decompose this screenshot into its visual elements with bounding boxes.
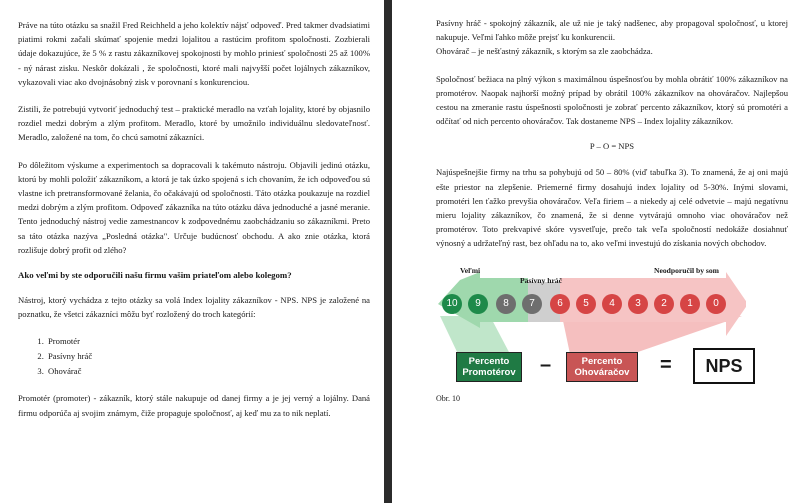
score-circle-9: 9 xyxy=(468,294,488,314)
page-divider xyxy=(384,0,392,503)
score-circle-7: 7 xyxy=(522,294,542,314)
left-page xyxy=(0,0,384,503)
figure-caption: Obr. 10 xyxy=(436,393,460,403)
detractors-percentage-box: Percento Ohováračov xyxy=(566,352,638,382)
left-paragraph-1: Práve na túto otázku sa snažil Fred Reichheld a jeho kolektív nájsť odpoveď. Pred takmer dvadsiatimi piatimi rokmi začali skúmať spojenie medzi lojalitou a rastúcim profitom spoločnosti. Zozbierali údaje dokazujúce, že 5 % z rastu zákazníkovej spokojnosti by mohlo priniesť spoločnosti 25 až 100% - ný nárast zisku. Neskôr dokázali , že spoločnosti, ktoré mali najvyšší počet lojálnych zákazníkov, vykazovali viac ako dvojnásobný zisk v porovnaní s konkurenciou. xyxy=(18,20,370,87)
right-page xyxy=(392,0,800,503)
equals-sign: = xyxy=(660,353,672,376)
label-passive: Pasívny hráč xyxy=(520,275,562,285)
right-paragraph-2: Spoločnosť bežiaca na plný výkon s maximálnou úspešnosťou by mohla obrátiť 100% zákazníkov na promotérov. Naopak najhorší možný prípad by obrátil 100% zákazníkov na ohováračov. Najlepšou cestou na zmeranie rastu úspešnosti spoločnosti je zobrať percento zákazníkov, ktorý sú promotéri a odčítať od nich percento ohováračov. Tak dostaneme NPS – Index lojality zákazníkov. xyxy=(436,73,788,127)
category-item-passive: 2. Pasívny hráč xyxy=(46,349,370,364)
right-paragraph-1: Pasívny hráč - spokojný zákazník, ale už nie je taký nadšenec, aby propagoval spoločnosť, u ktorej nakupuje. Veľmi ľahko môže prejsť ku konkurencii. Ohovárač – je nešťastný zákazník, s ktorým sa zle zaobchádza. xyxy=(436,18,788,57)
score-circle-1: 1 xyxy=(680,294,700,314)
right-paragraph-3: Najúspešnejšie firmy na trhu sa pohybujú od 50 – 80% (viď tabuľka 3). To znamená, že aj oni majú ešte priestor na zlepšenie. Priemerné firmy dosahujú index lojality od 5-30%. Inými slovami, promotéri len ťažko prevyšia ohováračov. Veľa firiem – a niekedy aj celé odvetvie – majú negatívnu mieru lojality zákazníkov, čo znamená, že si denne vytvárajú omnoho viac ohováračov než promotérov. Toto prekvapivé skóre vysvetľuje, prečo tak veľa spoločností nedokáže dosiahnuť výnosný a udržateľný rast, bez ohľadu na to, ako veľmi investujú do získania nových obchodov. xyxy=(436,167,788,249)
minus-sign: – xyxy=(540,353,552,376)
label-would-not-recommend: Neodporučil by som xyxy=(654,265,719,275)
score-circle-2: 2 xyxy=(654,294,674,314)
category-item-detractor: 3. Ohovárač xyxy=(46,364,370,379)
score-circle-10: 10 xyxy=(442,294,462,314)
score-circle-5: 5 xyxy=(576,294,596,314)
score-circle-3: 3 xyxy=(628,294,648,314)
score-circle-6: 6 xyxy=(550,294,570,314)
nps-figure xyxy=(436,264,746,396)
category-item-promoter: 1. Promotér xyxy=(46,334,370,349)
label-very-likely: Veľmi xyxy=(460,265,481,275)
nps-formula: P – O = NPS xyxy=(589,141,635,152)
left-paragraph-3: Po dôležitom výskume a experimentoch sa dopracovali k takémuto nástroju. Objavili jedinú otázku, ktorú by mohli položiť zákazníkom, a ktorá je tak úzko spojená s ich chovaním, že ich odpoveďou sú vlastne ich pretransformované želania, čo očakávajú od spoločnosti. Táto otázka poukazuje na rozdiel medzi dobrým a zlým profitom. Odpoveď zákazníka na túto otázku dáva jednoduché a jasné meranie. Tento jednoduchý nástroj vedie zamestnancov k zodpovednému zaobchádzaniu so zákazníkmi. Preto sa táto otázka nazýva „Posledná otázka". Určuje budúcnosť obchodu. A ako znie otázka, ktorá rozlišuje dobrý profit od zlého? xyxy=(18,159,370,255)
question-heading: Ako veľmi by ste odporučili našu firmu vašim priateľom alebo kolegom? xyxy=(18,270,292,281)
score-circle-8: 8 xyxy=(496,294,516,314)
promoters-percentage-box: Percento Promotérov xyxy=(456,352,522,382)
promoter-definition-paragraph: Promotér (promoter) - zákazník, ktorý stále nakupuje od danej firmy a je jej verný a lojálny. Daná firmu odporúča aj svojim známym, čiže propaguje spoločnosť, aj keď mu za to nik neplatí. xyxy=(18,393,370,418)
nps-result-box: NPS xyxy=(693,348,755,384)
score-circle-0: 0 xyxy=(706,294,726,314)
nps-intro-paragraph: Nástroj, ktorý vychádza z tejto otázky sa volá Index lojality zákazníkov - NPS. NPS je založené na poznatku, že všetci zákazníci môžu byť rozložený do troch kategórií: xyxy=(18,295,370,320)
score-circle-4: 4 xyxy=(602,294,622,314)
left-paragraph-2: Zistili, že potrebujú vytvoriť jednoduchý test – praktické meradlo na vzťah lojality, ktoré by objasnilo rozdiel medzi dobrým a zlým profitom. Meradlo, ktoré by umožnilo individuálnu sledovateľnosť. Meradlo, založené na tom, čo chcú samotní zákazníci. xyxy=(18,104,370,143)
category-list xyxy=(18,334,370,379)
